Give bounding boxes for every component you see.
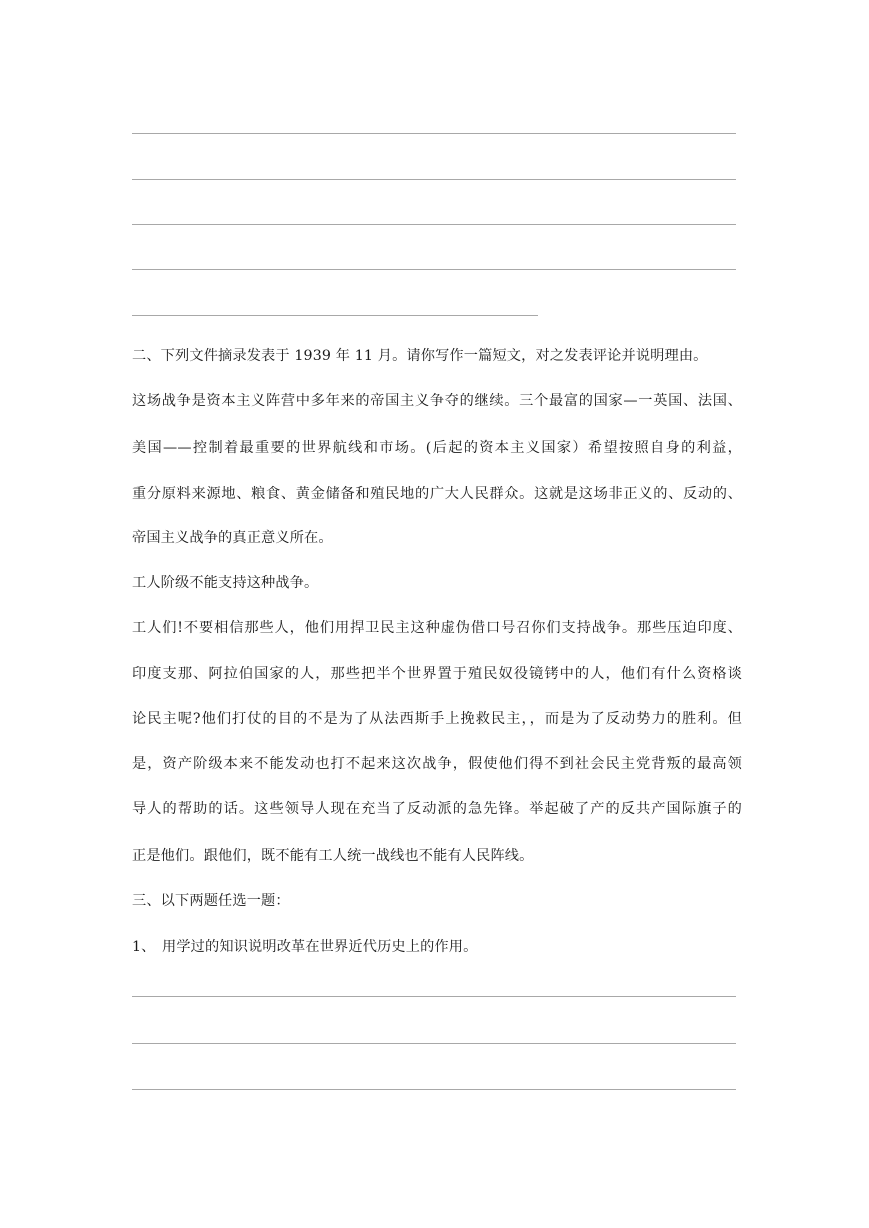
question-number: 1、 bbox=[132, 939, 156, 955]
paragraph-line: 论民主呢?他们打仗的目的不是为了从法西斯手上挽救民主，，而是为了反动势力的胜利。但 bbox=[132, 711, 742, 727]
paragraph-line: 帝国主义战争的真正意义所在。 bbox=[132, 530, 333, 546]
paragraph-line: 是，资产阶级本来不能发动也打不起来这次战争，假使他们得不到社会民主党背叛的最高领 bbox=[132, 756, 742, 772]
answer-line bbox=[132, 1089, 736, 1090]
section3-prompt: 三、以下两题任选一题： bbox=[132, 893, 290, 909]
answer-line bbox=[132, 996, 736, 997]
section2-prompt: 二、下列文件摘录发表于 1939 年 11 月。请你写作一篇短文，对之发表评论并说明理由。 bbox=[132, 348, 708, 364]
paragraph-line: 这场战争是资本主义阵营中多年来的帝国主义争夺的继续。三个最富的国家—一英国、法国、 bbox=[132, 393, 742, 409]
paragraph-line: 印度支那、阿拉伯国家的人，那些把半个世界置于殖民奴役镜铐中的人，他们有什么资格谈 bbox=[132, 666, 742, 682]
paragraph-line: 正是他们。跟他们，既不能有工人统一战线也不能有人民阵线。 bbox=[132, 848, 534, 864]
answer-line bbox=[132, 133, 736, 134]
answer-line bbox=[132, 179, 736, 180]
paragraph-line: 工人阶级不能支持这种战争。 bbox=[132, 575, 319, 591]
paragraph-line: 重分原料来源地、粮食、黄金储备和殖民地的广大人民群众。这就是这场非正义的、反动的、 bbox=[132, 486, 742, 502]
paragraph-line: 导人的帮助的话。这些领导人现在充当了反动派的急先锋。举起破了产的反共产国际旗子的 bbox=[132, 801, 742, 817]
paragraph-line: 工人们!不要相信那些人，他们用捍卫民主这种虚伪借口号召你们支持战争。那些压迫印度、 bbox=[132, 620, 742, 636]
answer-line bbox=[132, 224, 736, 225]
paragraph-line: 美国——控制着最重要的世界航线和市场。(后起的资本主义国家）希望按照自身的利益， bbox=[132, 440, 742, 456]
answer-line bbox=[132, 1043, 736, 1044]
answer-line bbox=[132, 269, 736, 270]
answer-line-short bbox=[132, 315, 538, 316]
question-item-1 bbox=[132, 937, 742, 957]
question-text: 用学过的知识说明改革在世界近代历史上的作用。 bbox=[162, 939, 478, 955]
